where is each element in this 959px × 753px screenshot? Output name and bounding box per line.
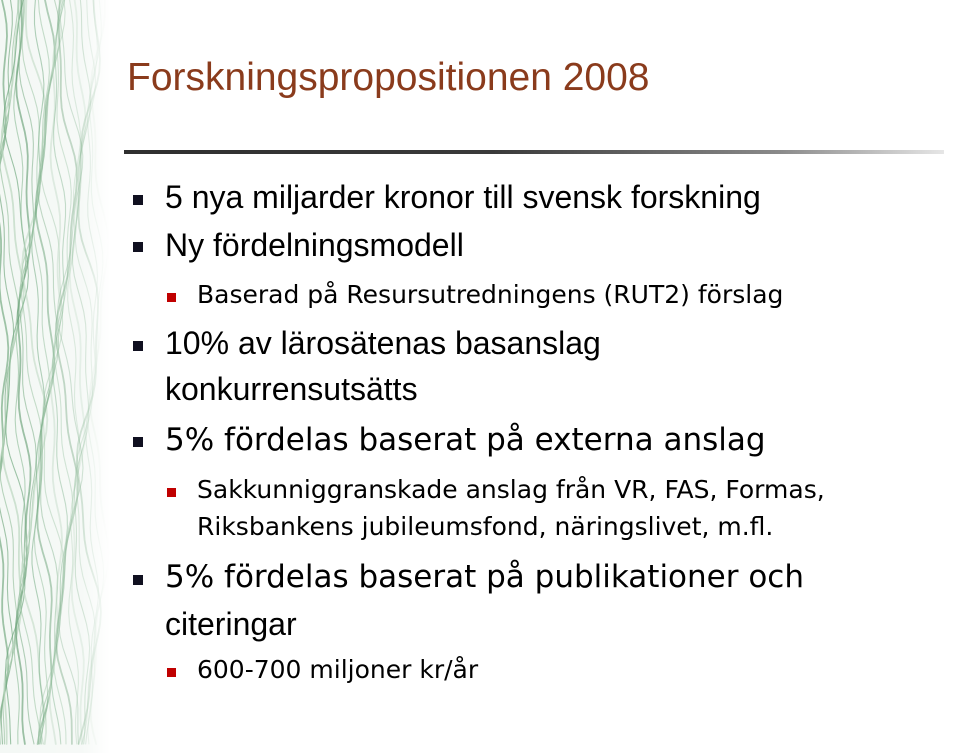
sub-bullet-marker xyxy=(167,668,176,677)
slide-title: Forskningspropositionen 2008 xyxy=(127,56,650,99)
sub-bullet-marker xyxy=(167,488,176,497)
sub-bullet-text: Baserad på Resursutredningens (RUT2) förslag xyxy=(197,280,784,309)
bullet-text-line-1: 5% fördelas baserat på publikationer och xyxy=(165,559,804,595)
bullet-marker xyxy=(133,341,143,351)
left-decorative-wave-pattern xyxy=(0,0,110,753)
sub-bullet-text-line-1: Sakkunniggranskade anslag från VR, FAS, Formas, xyxy=(197,475,825,504)
sub-bullet-text: 600-700 miljoner kr/år xyxy=(197,655,479,684)
bullet-text-line-2: konkurrensutsätts xyxy=(165,371,418,407)
sub-bullet-marker xyxy=(167,293,176,302)
bullet-text: 5 nya miljarder kronor till svensk forskning xyxy=(165,179,761,215)
bullet-text: Ny fördelningsmodell xyxy=(165,227,464,263)
bullet-text-line-2: citeringar xyxy=(165,606,297,642)
bullet-text: 5% fördelas baserat på externa anslag xyxy=(165,422,766,458)
title-divider xyxy=(124,150,944,154)
sub-bullet-text-line-2: Riksbankens jubileumsfond, näringslivet, m.fl. xyxy=(197,512,774,541)
bullet-marker xyxy=(133,437,143,447)
bullet-marker xyxy=(133,195,143,205)
bullet-marker xyxy=(133,575,143,585)
bullet-text-line-1: 10% av lärosätenas basanslag xyxy=(165,325,601,361)
bullet-marker xyxy=(133,242,143,252)
